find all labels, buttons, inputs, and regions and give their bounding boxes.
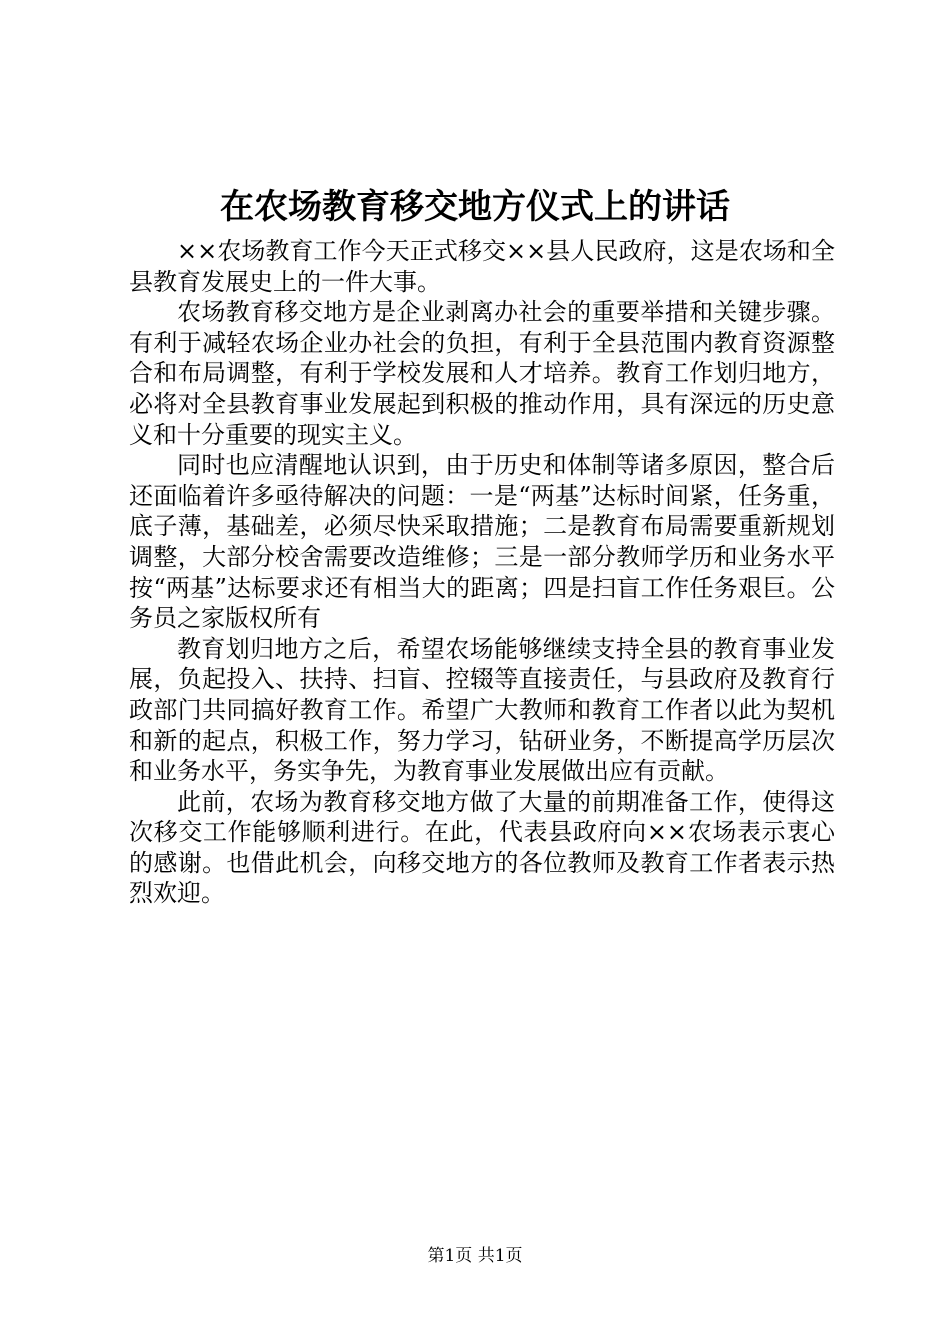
paragraph-4: 教育划归地方之后，希望农场能够继续支持全县的教育事业发展，负起投入、扶持、扫盲、控辍等直接责任，与县政府及教育行政部门共同搞好教育工作。希望广大教师和教育工作者以此为契机和新的起点，积极工作，努力学习，钻研业务，不断提高学历层次和业务水平，务实争先，为教育事业发展做出应有贡献。 (129, 634, 835, 786)
paragraph-5: 此前，农场为教育移交地方做了大量的前期准备工作，使得这次移交工作能够顺利进行。在此，代表县政府向××农场表示衷心的感谢。也借此机会，向移交地方的各位教师及教育工作者表示热烈欢迎。 (129, 787, 835, 908)
paragraph-2: 农场教育移交地方是企业剥离办社会的重要举措和关键步骤。有利于减轻农场企业办社会的负担，有利于全县范围内教育资源整合和布局调整，有利于学校发展和人才培养。教育工作划归地方，必将对全县教育事业发展起到积极的推动作用，具有深远的历史意义和十分重要的现实主义。 (129, 298, 835, 449)
page-footer: 第1页 共1页 (427, 1246, 523, 1266)
paragraph-3: 同时也应清醒地认识到，由于历史和体制等诸多原因，整合后还面临着许多亟待解决的问题：一是“两基”达标时间紧，任务重，底子薄，基础差，必须尽快采取措施；二是教育布局需要重新规划调整，大部分校舍需要改造维修；三是一部分教师学历和业务水平按“两基”达标要求还有相当大的距离；四是扫盲工作任务艰巨。公务员之家版权所有 (129, 451, 835, 633)
document-body (129, 236, 835, 909)
document-title: 在农场教育移交地方仪式上的讲话 (220, 187, 730, 227)
paragraph-1: ××农场教育工作今天正式移交××县人民政府，这是农场和全县教育发展史上的一件大事。 (129, 237, 835, 296)
